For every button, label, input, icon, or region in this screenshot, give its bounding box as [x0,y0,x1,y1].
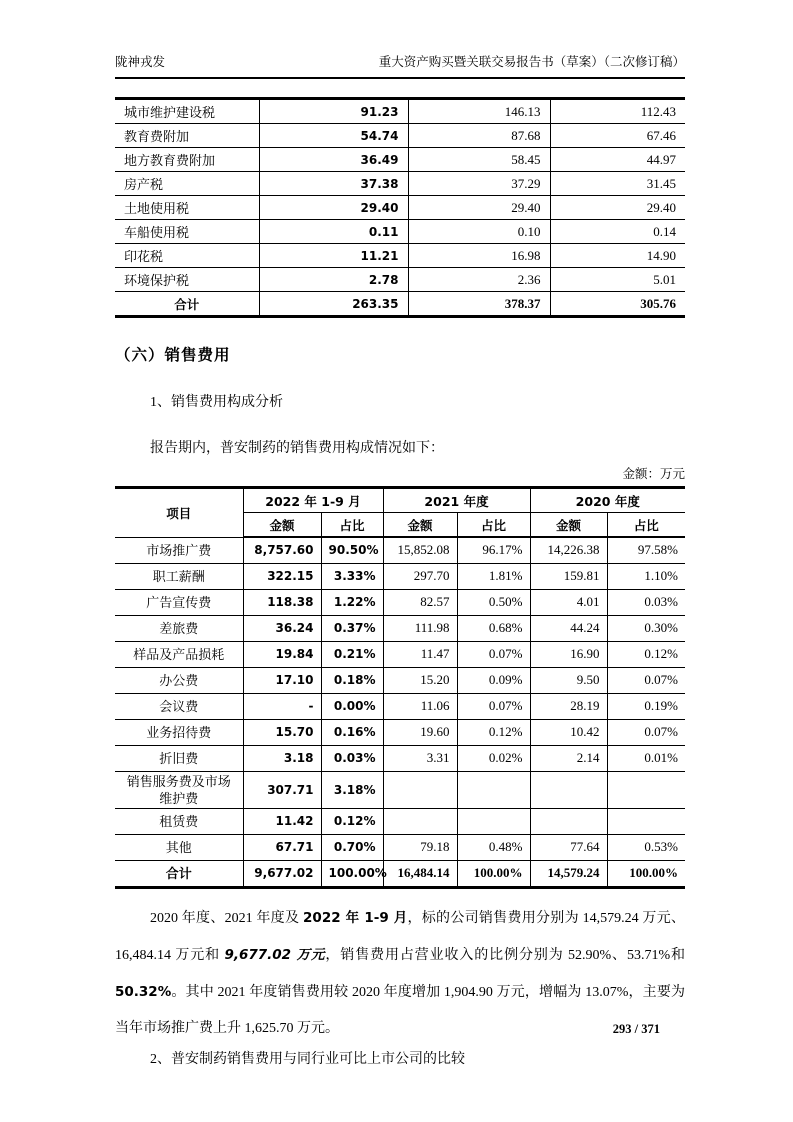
text-segment: 。其中 2021 年度销售费用较 2020 年度增加 1,904.90 万元，增幅为 13.07%，主要为当年市场推广费上升 1,625.70 万元。 [115,984,685,1036]
expense-amount-2021: 15,852.08 [383,537,457,563]
expense-item-label: 业务招待费 [115,719,243,745]
expense-ratio-2021: 0.07% [457,693,530,719]
expense-ratio-2022: 0.03% [321,745,383,771]
expense-ratio-2021: 0.07% [457,641,530,667]
subsection-1-heading: 1、销售费用构成分析 [150,395,283,410]
tax-row [115,268,685,292]
expense-amount-2022: 9,677.02 [243,860,321,887]
expense-ratio-2021: 0.02% [457,745,530,771]
expense-ratio-2021: 0.48% [457,834,530,860]
expense-ratio-2020: 0.19% [607,693,685,719]
expense-amount-2020 [530,771,607,808]
tax-item-label: 地方教育费附加 [115,148,259,172]
col-header-period-2022: 2022 年 1-9 月 [243,488,383,513]
tax-row [115,196,685,220]
expense-item-label: 折旧费 [115,745,243,771]
expense-ratio-2020 [607,808,685,834]
tax-item-label: 车船使用税 [115,220,259,244]
expense-amount-2022: 118.38 [243,589,321,615]
expense-amount-2021: 82.57 [383,589,457,615]
tax-row [115,99,685,124]
expense-ratio-2022: 0.70% [321,834,383,860]
tax-value-2020: 14.90 [550,244,685,268]
tax-item-label: 合计 [115,292,259,317]
analysis-paragraph [115,900,685,1047]
expense-amount-2020 [530,808,607,834]
expense-ratio-2020: 1.10% [607,563,685,589]
expense-ratio-2022: 0.18% [321,667,383,693]
tax-value-2021: 378.37 [408,292,550,317]
col-header-period-2020: 2020 年度 [530,488,685,513]
expense-row [115,719,685,745]
header-left-title: 陇神戎发 [115,55,166,69]
expense-amount-2021: 297.70 [383,563,457,589]
tax-row [115,148,685,172]
expense-amount-2021: 19.60 [383,719,457,745]
expense-ratio-2022: 0.21% [321,641,383,667]
tax-value-2021: 29.40 [408,196,550,220]
expense-item-label: 职工薪酬 [115,563,243,589]
expense-ratio-2020: 0.07% [607,719,685,745]
expense-ratio-2020: 100.00% [607,860,685,887]
expense-amount-2022: 8,757.60 [243,537,321,563]
expense-table-body [115,537,685,887]
expense-amount-2020: 28.19 [530,693,607,719]
tax-value-2020: 5.01 [550,268,685,292]
tax-value-2022: 91.23 [259,99,408,124]
expense-amount-2022: 307.71 [243,771,321,808]
tax-item-label: 环境保护税 [115,268,259,292]
text-segment: 2020 年度、2021 年度及 [150,910,304,926]
tax-item-label: 城市维护建设税 [124,105,216,120]
expense-item-label: 其他 [115,834,243,860]
expense-ratio-2022: 0.00% [321,693,383,719]
tax-value-2021: 146.13 [408,99,550,124]
expense-amount-2021: 16,484.14 [383,860,457,887]
expense-ratio-2022: 0.37% [321,615,383,641]
tax-value-2022: 0.11 [259,220,408,244]
expense-ratio-2021 [457,771,530,808]
expense-amount-2022: 11.42 [243,808,321,834]
col-header-amount-2022: 金额 [243,513,321,538]
expense-item-label: 样品及产品损耗 [115,641,243,667]
tax-value-2022: 263.35 [259,292,408,317]
page-number: 293 / 371 [612,1022,660,1036]
expense-ratio-2020: 0.07% [607,667,685,693]
tax-row [115,244,685,268]
expense-amount-2020: 77.64 [530,834,607,860]
expense-row [115,745,685,771]
expense-ratio-2021 [457,808,530,834]
tax-value-2022: 37.38 [259,172,408,196]
tax-item-label: 印花税 [115,244,259,268]
tax-value-2020: 67.46 [550,124,685,148]
expense-item-label: 办公费 [115,667,243,693]
expense-amount-2022: - [243,693,321,719]
expense-ratio-2020: 0.12% [607,641,685,667]
col-header-ratio-2022: 占比 [321,513,383,538]
tax-value-2022: 2.78 [259,268,408,292]
tax-value-2021: 2.36 [408,268,550,292]
expense-amount-2021: 15.20 [383,667,457,693]
col-header-item: 项目 [115,488,243,538]
tax-value-2020: 29.40 [550,196,685,220]
expense-amount-2022: 322.15 [243,563,321,589]
expense-row [115,667,685,693]
tax-total-row [115,292,685,317]
expense-ratio-2022: 0.16% [321,719,383,745]
expense-row [115,641,685,667]
expense-ratio-2022: 3.18% [321,771,383,808]
tax-value-2020: 0.14 [550,220,685,244]
expense-item-label: 租赁费 [115,808,243,834]
expense-amount-2020: 2.14 [530,745,607,771]
expense-item-label: 销售服务费及市场维护费 [115,771,243,808]
expense-ratio-2022: 0.12% [321,808,383,834]
expense-ratio-2021: 0.50% [457,589,530,615]
expense-amount-2022: 36.24 [243,615,321,641]
tax-item-label: 土地使用税 [115,196,259,220]
expense-row [115,563,685,589]
expense-amount-2020: 16.90 [530,641,607,667]
expense-amount-2021: 11.06 [383,693,457,719]
expense-ratio-2021: 0.68% [457,615,530,641]
subsection-2-heading: 2、普安制药销售费用与同行业可比上市公司的比较 [150,1051,465,1067]
intro-text: 报告期内，普安制药的销售费用构成情况如下： [150,441,444,456]
expense-amount-2021 [383,808,457,834]
text-segment: 9,677.02 万元 [224,946,326,963]
expense-ratio-2021: 100.00% [457,860,530,887]
tax-item-label: 房产税 [115,172,259,196]
tax-value-2022: 36.49 [259,148,408,172]
tax-row [115,172,685,196]
tax-value-2021: 58.45 [408,148,550,172]
expense-ratio-2021: 0.09% [457,667,530,693]
expense-ratio-2021: 0.12% [457,719,530,745]
expense-amount-2021 [383,771,457,808]
expense-amount-2020: 14,226.38 [530,537,607,563]
expense-item-label: 会议费 [115,693,243,719]
expense-amount-2022: 19.84 [243,641,321,667]
expense-amount-2022: 67.71 [243,834,321,860]
expense-ratio-2021: 1.81% [457,563,530,589]
expense-amount-2020: 9.50 [530,667,607,693]
expense-item-label: 差旅费 [115,615,243,641]
expense-row [115,771,685,808]
tax-value-2022: 29.40 [259,196,408,220]
tax-table [115,97,685,318]
expense-row [115,693,685,719]
expense-row [115,808,685,834]
tax-item-label: 教育费附加 [115,124,259,148]
tax-row [115,124,685,148]
expense-ratio-2021: 96.17% [457,537,530,563]
expense-row [115,537,685,563]
expense-ratio-2020: 0.03% [607,589,685,615]
expense-table-header [115,488,685,538]
tax-value-2020: 112.43 [550,99,685,124]
expense-amount-2020: 14,579.24 [530,860,607,887]
expense-amount-2022: 17.10 [243,667,321,693]
expense-amount-2021: 11.47 [383,641,457,667]
expense-amount-2020: 10.42 [530,719,607,745]
tax-value-2022: 54.74 [259,124,408,148]
text-segment: 2022 年 1-9 月 [303,909,408,926]
tax-value-2020: 305.76 [550,292,685,317]
expense-amount-2022: 15.70 [243,719,321,745]
tax-value-2020: 31.45 [550,172,685,196]
col-header-period-2021: 2021 年度 [383,488,530,513]
expense-row [115,834,685,860]
expense-ratio-2020: 0.30% [607,615,685,641]
expense-ratio-2022: 90.50% [321,537,383,563]
tax-value-2021: 87.68 [408,124,550,148]
expense-amount-2020: 4.01 [530,589,607,615]
expense-ratio-2020: 0.01% [607,745,685,771]
tax-value-2022: 11.21 [259,244,408,268]
expense-amount-2021: 3.31 [383,745,457,771]
tax-value-2021: 16.98 [408,244,550,268]
page-header [115,52,685,79]
expense-row [115,615,685,641]
expense-ratio-2020: 97.58% [607,537,685,563]
expense-ratio-2020: 0.53% [607,834,685,860]
expense-ratio-2022: 1.22% [321,589,383,615]
expense-ratio-2020 [607,771,685,808]
text-segment: 50.32% [115,983,172,1000]
tax-table-body [115,99,685,317]
col-header-amount-2020: 金额 [530,513,607,538]
tax-value-2020: 44.97 [550,148,685,172]
text-segment: ，标的公司销售费用分别为 14,579.24 万元、16,484.14 万元和 [115,910,685,963]
col-header-ratio-2020: 占比 [607,513,685,538]
header-right-title: 重大资产购买暨关联交易报告书（草案）（二次修订稿） [378,55,685,69]
expense-item-label: 合计 [115,860,243,887]
unit-note: 金额：万元 [622,467,685,481]
text-segment: ，销售费用占营业收入的比例分别为 52.90%、53.71%和 [325,947,685,963]
expense-item-label: 广告宣传费 [115,589,243,615]
col-header-ratio-2021: 占比 [457,513,530,538]
expense-amount-2021: 79.18 [383,834,457,860]
expense-item-label: 市场推广费 [115,537,243,563]
section-heading: （六）销售费用 [115,346,231,364]
col-header-amount-2021: 金额 [383,513,457,538]
expense-amount-2022: 3.18 [243,745,321,771]
expense-amount-2020: 159.81 [530,563,607,589]
tax-row [115,220,685,244]
tax-value-2021: 0.10 [408,220,550,244]
expense-ratio-2022: 100.00% [321,860,383,887]
expense-row [115,589,685,615]
tax-value-2021: 37.29 [408,172,550,196]
expense-ratio-2022: 3.33% [321,563,383,589]
expense-amount-2021: 111.98 [383,615,457,641]
expense-table [115,486,685,889]
expense-amount-2020: 44.24 [530,615,607,641]
expense-total-row [115,860,685,887]
